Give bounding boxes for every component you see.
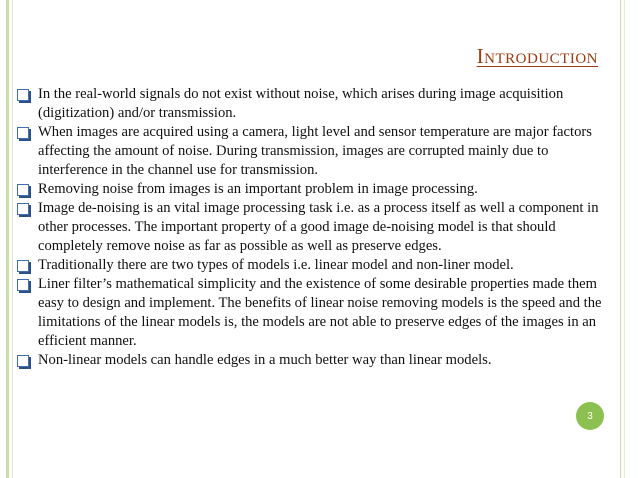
square-bullet-icon [17,203,29,215]
bullet-text: Image de-noising is an vital image processing task i.e. as a process itself as well a component in other processes. The important property of a good image de-noising model is that should completely remove noise as far as possible as well as preserve edges. [38,200,599,254]
bullet-item [16,275,620,351]
bullet-text: Liner filter’s mathematical simplicity and the existence of some desirable properties made them easy to design and implement. The benefits of linear noise removing models is the speed and the limitations of the linear models is, the models are not able to preserve edges of the images in an efficient manner. [38,276,602,349]
bullet-item [16,85,620,123]
bullet-text: Traditionally there are two types of models i.e. linear model and non-liner model. [38,257,514,273]
bullet-item [16,199,620,256]
bullet-item [16,123,620,180]
left-border-line-inner [12,0,13,478]
bullet-item [16,256,620,275]
bullet-text: When images are acquired using a camera, light level and sensor temperature are major factors affecting the amount of noise. During transmission, images are corrupted mainly due to interference in the channel use for transmission. [38,124,592,178]
square-bullet-icon [17,279,29,291]
square-bullet-icon [17,184,29,196]
right-border-line-inner [624,0,625,478]
square-bullet-icon [17,127,29,139]
bullet-list [16,85,620,370]
bullet-item [16,180,620,199]
square-bullet-icon [17,89,29,101]
bullet-item [16,351,620,370]
bullet-text: Non-linear models can handle edges in a much better way than linear models. [38,352,492,368]
square-bullet-icon [17,355,29,367]
slide-title: Introduction [476,44,598,68]
page-number-badge: 3 [576,402,604,430]
bullet-text: In the real-world signals do not exist without noise, which arises during image acquisition (digitization) and/or transmission. [38,86,564,121]
bullet-text: Removing noise from images is an important problem in image processing. [38,181,478,197]
left-border-line [6,0,9,478]
square-bullet-icon [17,260,29,272]
right-border-line [620,0,621,478]
